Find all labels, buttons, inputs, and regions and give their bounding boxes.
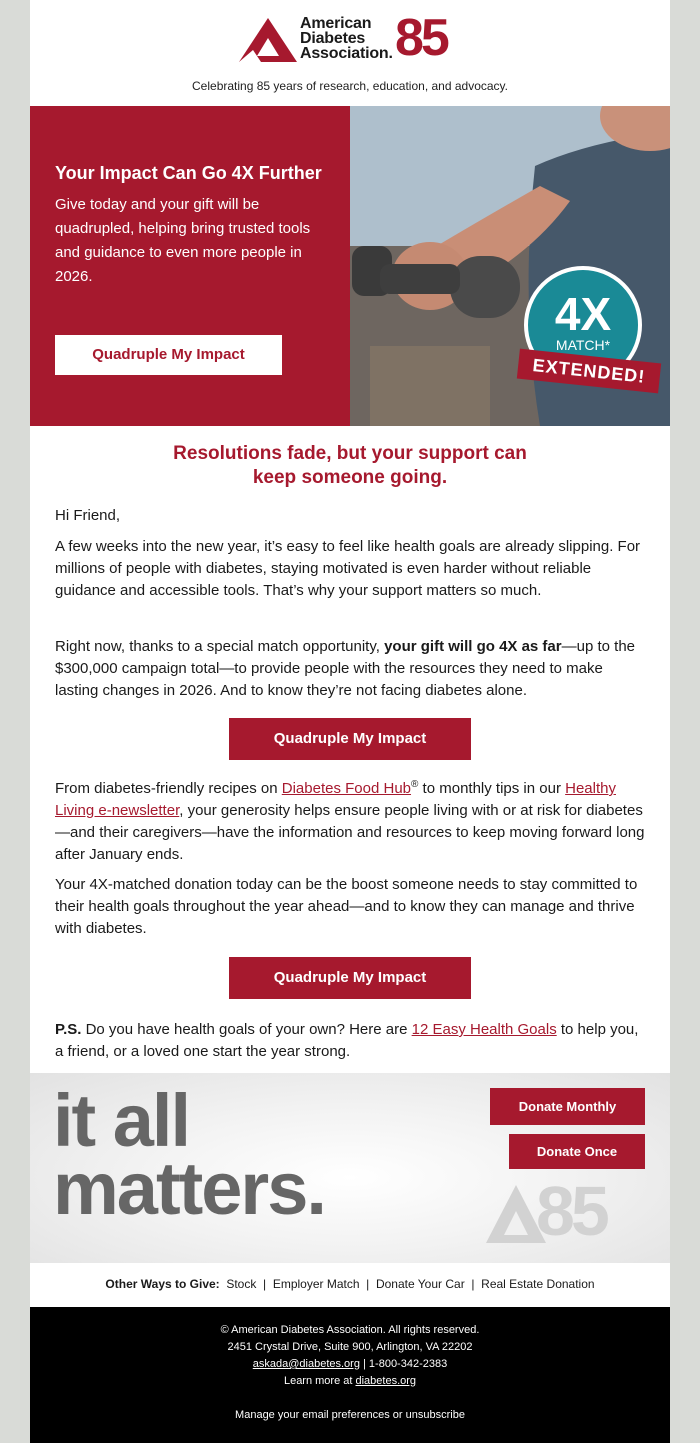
- other-ways-to-give: Other Ways to Give: Stock | Employer Match | Donate Your Car | Real Estate Donation: [105, 1277, 595, 1291]
- ps-paragraph: [55, 1019, 645, 1063]
- ps-label: P.S.: [55, 1021, 82, 1038]
- paragraph-2: [55, 636, 645, 702]
- quadruple-button-2[interactable]: Quadruple My Impact: [229, 957, 471, 999]
- footer-learn-prefix: Learn more at: [283, 1375, 356, 1387]
- donate-car-link[interactable]: Donate Your Car: [375, 1277, 465, 1291]
- watermark-85: 85: [536, 1172, 606, 1250]
- matters-text: [53, 1079, 325, 1230]
- donate-once-button[interactable]: Donate Once: [509, 1134, 645, 1169]
- stock-link[interactable]: Stock: [226, 1277, 257, 1291]
- ps-end: to help you, a friend, or a loved one start the year strong.: [55, 1021, 639, 1060]
- paragraph-3: [55, 774, 645, 866]
- hero-text-panel: [30, 106, 350, 426]
- hero-quadruple-button[interactable]: Quadruple My Impact: [55, 335, 282, 375]
- it-all-matters-banner: [30, 1073, 670, 1263]
- footer-email-link[interactable]: askada@diabetes.org: [252, 1358, 360, 1370]
- health-goals-link[interactable]: 12 Easy Health Goals: [411, 1021, 557, 1038]
- other-ways-label: Other Ways to Give:: [105, 1277, 220, 1291]
- registered-mark: ®: [411, 779, 419, 790]
- logo-wordmark: [300, 16, 393, 61]
- hero-banner: [30, 106, 670, 426]
- logo-line-3: Association.: [300, 45, 393, 62]
- footer-manage-preferences[interactable]: Manage your email preferences or unsubscribe: [235, 1409, 465, 1421]
- paragraph-4: Your 4X-matched donation today can be the boost someone needs to stay committed to their health goals throughout the year ahead—and to know they can manage and thrive with diabetes.: [55, 876, 638, 937]
- extended-banner: EXTENDED!: [517, 349, 661, 394]
- footer-phone: | 1-800-342-2383: [359, 1358, 448, 1370]
- greeting: Hi Friend,: [55, 507, 121, 524]
- email-header: [30, 0, 670, 106]
- ada-85-watermark: [486, 1172, 648, 1250]
- paragraph-1: A few weeks into the new year, it’s easy to feel like health goals are already slipping. For millions of people with diabetes, staying motivated is even harder without reliable guidance and accessible tools. That’s why your support matters so much.: [55, 538, 641, 599]
- paragraph-2-end: —up to the $300,000 campaign total—to provide people with the resources they need to make lasting changes in 2026. And to know they’re not facing diabetes alone.: [55, 638, 636, 699]
- main-headline: [30, 442, 670, 490]
- ada-triangle-icon: [239, 18, 297, 62]
- footer-address: 2451 Crystal Drive, Suite 900, Arlington, VA 22202: [227, 1341, 473, 1353]
- matters-line-2: matters.: [53, 1147, 325, 1230]
- footer-diabetes-org-link[interactable]: diabetes.org: [355, 1375, 417, 1387]
- badge-match: MATCH*: [555, 337, 611, 353]
- badge-4x: 4X: [554, 288, 612, 340]
- hero-title: Your Impact Can Go 4X Further: [55, 163, 322, 183]
- healthy-living-link[interactable]: Healthy Living e-newsletter: [55, 780, 616, 819]
- headline-line-2: keep someone going.: [252, 467, 448, 488]
- ps-start: Do you have health goals of your own? Here are: [81, 1021, 412, 1038]
- tagline: Celebrating 85 years of research, education, and advocacy.: [192, 79, 508, 93]
- logo-line-2: Diabetes: [300, 30, 366, 47]
- paragraph-3-end: , your generosity helps ensure people living with or at risk for diabetes—and their caregivers—have the information and resources to keep moving forward long after January ends.: [55, 802, 645, 863]
- footer-contact: [30, 1356, 670, 1373]
- ada-logo[interactable]: [239, 9, 463, 67]
- quadruple-button-1[interactable]: Quadruple My Impact: [229, 718, 471, 760]
- employer-match-link[interactable]: Employer Match: [272, 1277, 360, 1291]
- email-footer: [30, 1307, 670, 1443]
- paragraph-3-start: From diabetes-friendly recipes on: [55, 780, 282, 797]
- paragraph-2-bold: your gift will go 4X as far: [384, 638, 562, 655]
- diabetes-food-hub-link[interactable]: Diabetes Food Hub: [281, 780, 412, 797]
- headline-line-1: Resolutions fade, but your support can: [173, 443, 527, 464]
- logo-85: 85: [395, 9, 447, 67]
- matters-line-1: it all: [53, 1079, 190, 1162]
- hero-body: Give today and your gift will be quadrupled, helping bring trusted tools and guidance to even more people in 2026.: [55, 196, 311, 285]
- real-estate-link[interactable]: Real Estate Donation: [481, 1277, 595, 1291]
- donate-monthly-button[interactable]: Donate Monthly: [490, 1088, 645, 1125]
- paragraph-3-mid: to monthly tips in our: [418, 780, 566, 797]
- footer-spacer: [30, 1390, 670, 1407]
- email-container: [30, 0, 670, 1443]
- logo-line-1: American: [300, 15, 372, 32]
- paragraph-2-start: Right now, thanks to a special match opportunity,: [55, 638, 385, 655]
- footer-copyright: © American Diabetes Association. All rights reserved.: [220, 1324, 480, 1336]
- footer-learn-more: [30, 1373, 670, 1390]
- hero-photo[interactable]: [350, 106, 670, 426]
